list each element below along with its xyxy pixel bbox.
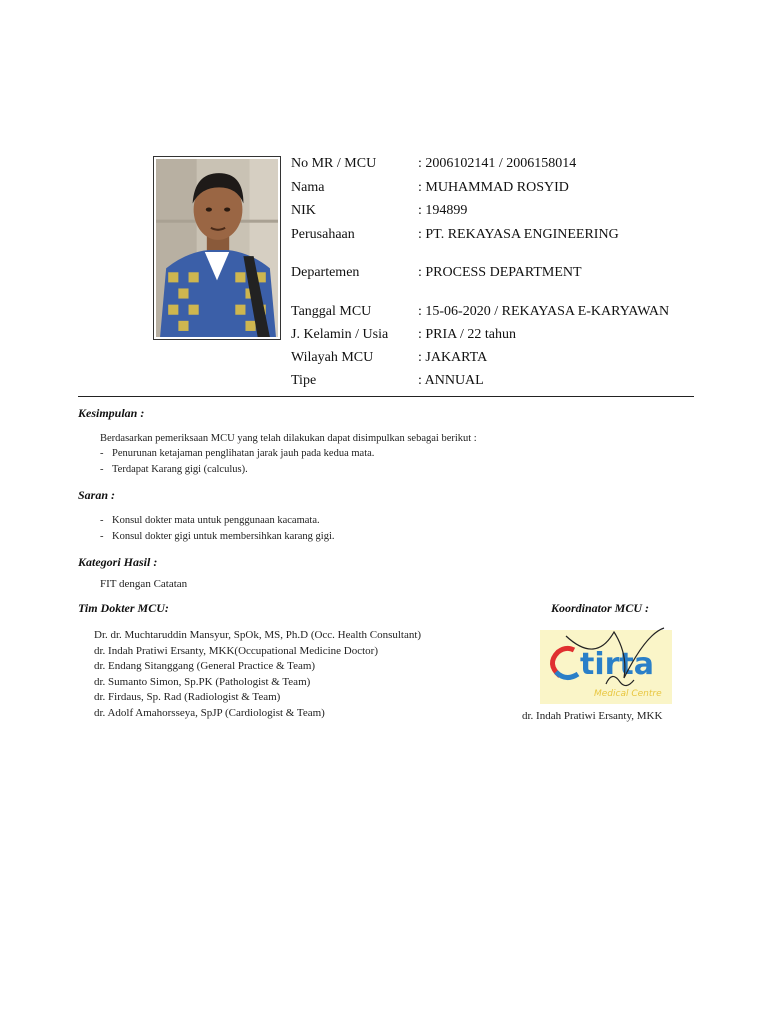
patient-photo-frame	[153, 156, 281, 340]
section-divider	[78, 396, 694, 397]
saran-heading: Saran :	[78, 488, 116, 502]
saran-item-text: Konsul dokter gigi untuk membersihkan karang gigi.	[112, 531, 335, 542]
doctor-item: dr. Sumanto Simon, Sp.PK (Pathologist & Team)	[94, 676, 311, 688]
value-nik: : 194899	[418, 203, 468, 218]
doctor-item: dr. Indah Pratiwi Ersanty, MKK(Occupational Medicine Doctor)	[94, 645, 378, 657]
label-wilayah-mcu: Wilayah MCU	[291, 350, 374, 365]
doctor-item: dr. Adolf Amahorsseya, SpJP (Cardiologist & Team)	[94, 707, 325, 719]
kategori-value: FIT dengan Catatan	[100, 578, 188, 590]
label-nama: Nama	[291, 180, 325, 195]
kesimpulan-heading: Kesimpulan :	[78, 406, 145, 420]
value-nama: : MUHAMMAD ROSYID	[418, 180, 569, 195]
kesimpulan-item: - Penurunan ketajaman penglihatan jarak jauh pada kedua mata.	[100, 448, 375, 459]
label-perusahaan: Perusahaan	[291, 227, 355, 242]
tirta-logo-icon	[536, 624, 674, 706]
label-departemen: Departemen	[291, 265, 360, 280]
koordinator-name: dr. Indah Pratiwi Ersanty, MKK	[522, 710, 663, 722]
label-tipe: Tipe	[291, 373, 317, 388]
logo-subtext: Medical Centre	[594, 689, 662, 699]
kesimpulan-intro: Berdasarkan pemeriksaan MCU yang telah dilakukan dapat disimpulkan sebagai berikut :	[100, 433, 477, 444]
koordinator-heading: Koordinator MCU :	[551, 601, 650, 615]
doctor-item: Dr. dr. Muchtaruddin Mansyur, SpOk, MS, Ph.D (Occ. Health Consultant)	[94, 629, 422, 641]
value-kelamin-usia: : PRIA / 22 tahun	[418, 327, 517, 342]
saran-item: - Konsul dokter mata untuk penggunaan kacamata.	[100, 515, 320, 526]
value-perusahaan: : PT. REKAYASA ENGINEERING	[418, 227, 619, 242]
label-no-mr: No MR / MCU	[291, 156, 377, 171]
logo-text: tirta	[580, 647, 655, 682]
tirta-logo-stamp	[536, 624, 674, 706]
kesimpulan-item-text: Terdapat Karang gigi (calculus).	[112, 464, 248, 475]
value-tanggal-mcu: : 15-06-2020 / REKAYASA E-KARYAWAN	[418, 304, 670, 319]
tim-dokter-heading: Tim Dokter MCU:	[78, 601, 169, 615]
saran-item-text: Konsul dokter mata untuk penggunaan kacamata.	[112, 515, 320, 526]
patient-photo	[156, 159, 278, 337]
value-departemen: : PROCESS DEPARTMENT	[418, 265, 582, 280]
value-tipe: : ANNUAL	[418, 373, 484, 388]
kesimpulan-item: - Terdapat Karang gigi (calculus).	[100, 464, 248, 475]
label-tanggal-mcu: Tanggal MCU	[291, 304, 372, 319]
value-wilayah-mcu: : JAKARTA	[418, 350, 488, 365]
doctor-item: dr. Firdaus, Sp. Rad (Radiologist & Team)	[94, 691, 281, 703]
label-nik: NIK	[291, 203, 316, 218]
kesimpulan-item-text: Penurunan ketajaman penglihatan jarak jauh pada kedua mata.	[112, 448, 375, 459]
label-kelamin-usia: J. Kelamin / Usia	[291, 327, 389, 342]
saran-item: - Konsul dokter gigi untuk membersihkan karang gigi.	[100, 531, 335, 542]
value-no-mr: : 2006102141 / 2006158014	[418, 156, 577, 171]
doctor-item: dr. Endang Sitanggang (General Practice & Team)	[94, 660, 316, 672]
kategori-heading: Kategori Hasil :	[78, 555, 158, 569]
